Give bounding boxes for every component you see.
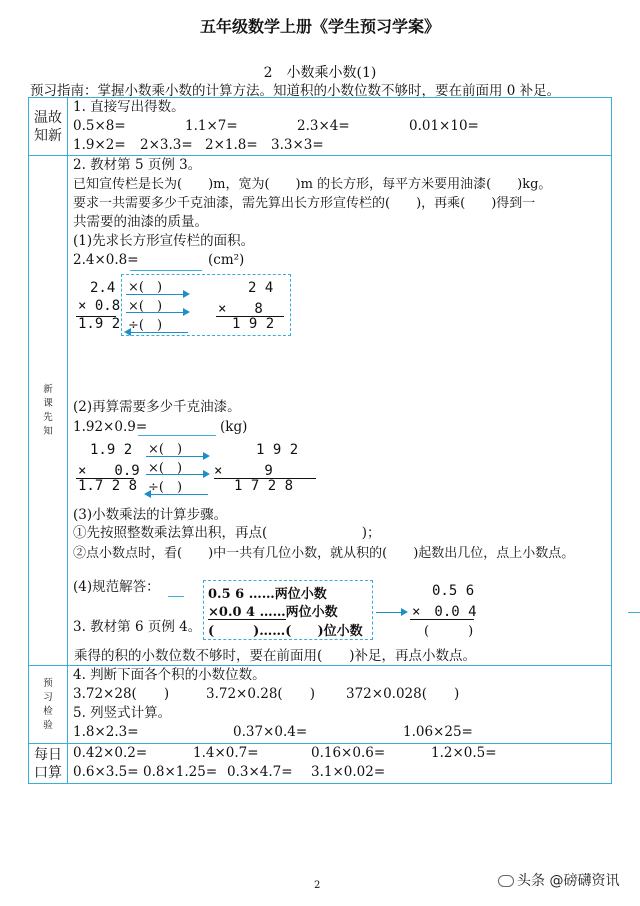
step-3-title: (3)小数乘法的计算步骤。 [73, 507, 228, 523]
step-3-rule-2: ②点小数点时，看( )中一共有几位小数，就从积的( )起数出几位，点上小数点。 [73, 546, 575, 561]
daily-item: 3.1×0.02= [311, 764, 386, 780]
q2-paragraph-1: 已知宣传栏是长为( )m，宽为( )m 的长方形，每平方米要用油漆( )kg。 [73, 177, 552, 192]
equation-1-left: 2.4×0.8= [73, 252, 139, 268]
calc-2-op-1: ×( ) [148, 442, 183, 457]
review-item: 0.5×8= [73, 118, 126, 134]
calc-2-int-multiplicand: 1 9 2 [256, 442, 299, 458]
question-5-items [68, 723, 611, 742]
equation-2-unit: (kg) [220, 419, 248, 435]
example-4-line-1: 0.5 6 ……两位小数 [208, 587, 327, 602]
daily-item: 1.4×0.7= [193, 745, 259, 761]
right-arrow-icon [376, 612, 406, 613]
watermark [498, 870, 619, 890]
calc-2-multiplier: × 0.9 [78, 463, 140, 479]
check-section [68, 666, 611, 742]
daily-item: 0.8×1.25= [143, 764, 218, 780]
q5-item: 1.8×2.3= [73, 724, 139, 740]
step-4-title: (4)规范解答： [73, 579, 160, 595]
daily-item: 0.3×4.7= [227, 764, 293, 780]
q5-item: 1.06×25= [403, 724, 473, 740]
left-arrow-icon [126, 332, 188, 333]
equation-1 [68, 251, 611, 270]
calc-2 [68, 436, 328, 500]
page-title: 五年级数学上册《学生预习学案》 [199, 17, 440, 36]
calc-1-int-multiplicand: 2 4 [248, 280, 274, 296]
daily-section [68, 744, 611, 782]
example-4-line-3: ( )……( )位小数 [208, 624, 363, 639]
q4-item: 3.72×28( ) [73, 686, 170, 702]
q2-paragraph-3: 共需要的油漆的质量。 [73, 214, 208, 230]
calc-1-int-result: 1 9 2 [232, 316, 275, 332]
q2-paragraph-2: 要求一共需要多少千克油漆，需先算出长方形宣传栏的( )，再乘( )得到一 [73, 196, 536, 211]
review-item: 1.1×7= [185, 118, 238, 134]
q4-item: 372×0.028( ) [346, 686, 460, 702]
question-2: 2. 教材第 5 页例 3。 [73, 157, 202, 173]
question-4: 4. 判断下面各个积的小数位数。 [73, 667, 266, 683]
daily-row-2 [68, 763, 611, 782]
equation-2-left: 1.92×0.9= [73, 419, 148, 435]
section-label-daily: 每日口算 [29, 744, 68, 784]
daily-item: 0.16×0.6= [311, 745, 386, 761]
example-4-note: 乘得的积的小数位数不够时，要在前面用( )补足，再点小数点。 [74, 648, 477, 664]
right-arrow-icon [146, 474, 208, 475]
calc-2-op-2: ×( ) [148, 461, 183, 476]
calc-1-op-1: ×( ) [128, 280, 163, 295]
equation-2 [68, 418, 373, 437]
step-2-title: (2)再算需要多少千克油漆。 [73, 399, 241, 415]
left-arrow-icon [146, 494, 208, 495]
calc-1-result: 1.9 2 [78, 316, 121, 332]
review-item: 2×1.8= [205, 137, 258, 153]
calc-2-op-3: ÷( ) [148, 480, 183, 495]
section-label-new: 新课先知 [29, 156, 68, 666]
calc-3-result: ( ) [424, 624, 474, 639]
calc-2-result: 1.7 2 8 [78, 478, 138, 494]
calc-2-int-multiplier: × 9 [214, 463, 273, 479]
review-item: 3.3×3= [271, 137, 324, 153]
review-row-2 [68, 136, 611, 155]
question-4-items [68, 685, 611, 704]
review-heading: 1. 直接写出得数。 [73, 99, 185, 115]
daily-item: 0.6×3.5= [73, 764, 139, 780]
lesson-subtitle: 2 小数乘小数(1) [263, 65, 377, 81]
calc-3-multiplicand: 0.5 6 [432, 583, 475, 599]
review-row-1 [68, 117, 611, 136]
question-3: 3. 教材第 6 页例 4。 [73, 619, 202, 635]
daily-row-1 [68, 744, 611, 763]
calc-1-int-multiplier: × 8 [218, 301, 263, 317]
step-1-title: (1)先求长方形宣传栏的面积。 [73, 233, 255, 249]
worksheet-table [28, 97, 612, 784]
review-item: 1.9×2= [73, 137, 126, 153]
calc-1 [68, 274, 318, 336]
question-5: 5. 列竖式计算。 [73, 705, 172, 721]
calc-2-int-result: 1 7 2 8 [234, 478, 294, 494]
daily-item: 0.42×0.2= [73, 745, 148, 761]
review-section [68, 98, 611, 155]
right-arrow-icon [126, 312, 188, 313]
calc-3-multiplier: × 0.0 4 [412, 604, 477, 620]
section-label-review: 温故知新 [29, 98, 68, 156]
review-item: 2×3.3= [140, 137, 193, 153]
calc-2-multiplicand: 1.9 2 [90, 442, 133, 458]
watermark-text: 头条 @磅礴资讯 [517, 873, 620, 889]
chat-bubble-icon [498, 875, 514, 887]
calc-1-op-3: ÷( ) [128, 318, 163, 333]
section-label-check: 预习检验 [29, 666, 68, 744]
calc-1-op-2: ×( ) [128, 299, 163, 314]
step-3-rule-1: ①先按照整数乘法算出积，再点( )； [73, 525, 381, 541]
calc-1-multiplier: × 0.8 [78, 298, 121, 314]
calc-1-multiplicand: 2.4 [90, 280, 116, 296]
preview-guide: 预习指南：掌握小数乘小数的计算方法。知道积的小数位数不够时，要在前面用 0 补足。 [30, 83, 561, 99]
q5-item: 0.37×0.4= [233, 724, 308, 740]
page-number: 2 [314, 880, 321, 891]
daily-item: 1.2×0.5= [431, 745, 497, 761]
q4-item: 3.72×0.28( ) [206, 686, 315, 702]
review-item: 2.3×4= [297, 118, 350, 134]
example-4-line-2: ×0.0 4 ……两位小数 [208, 605, 338, 620]
review-item: 0.01×10= [409, 118, 479, 134]
equation-1-unit: (cm²) [208, 252, 245, 268]
